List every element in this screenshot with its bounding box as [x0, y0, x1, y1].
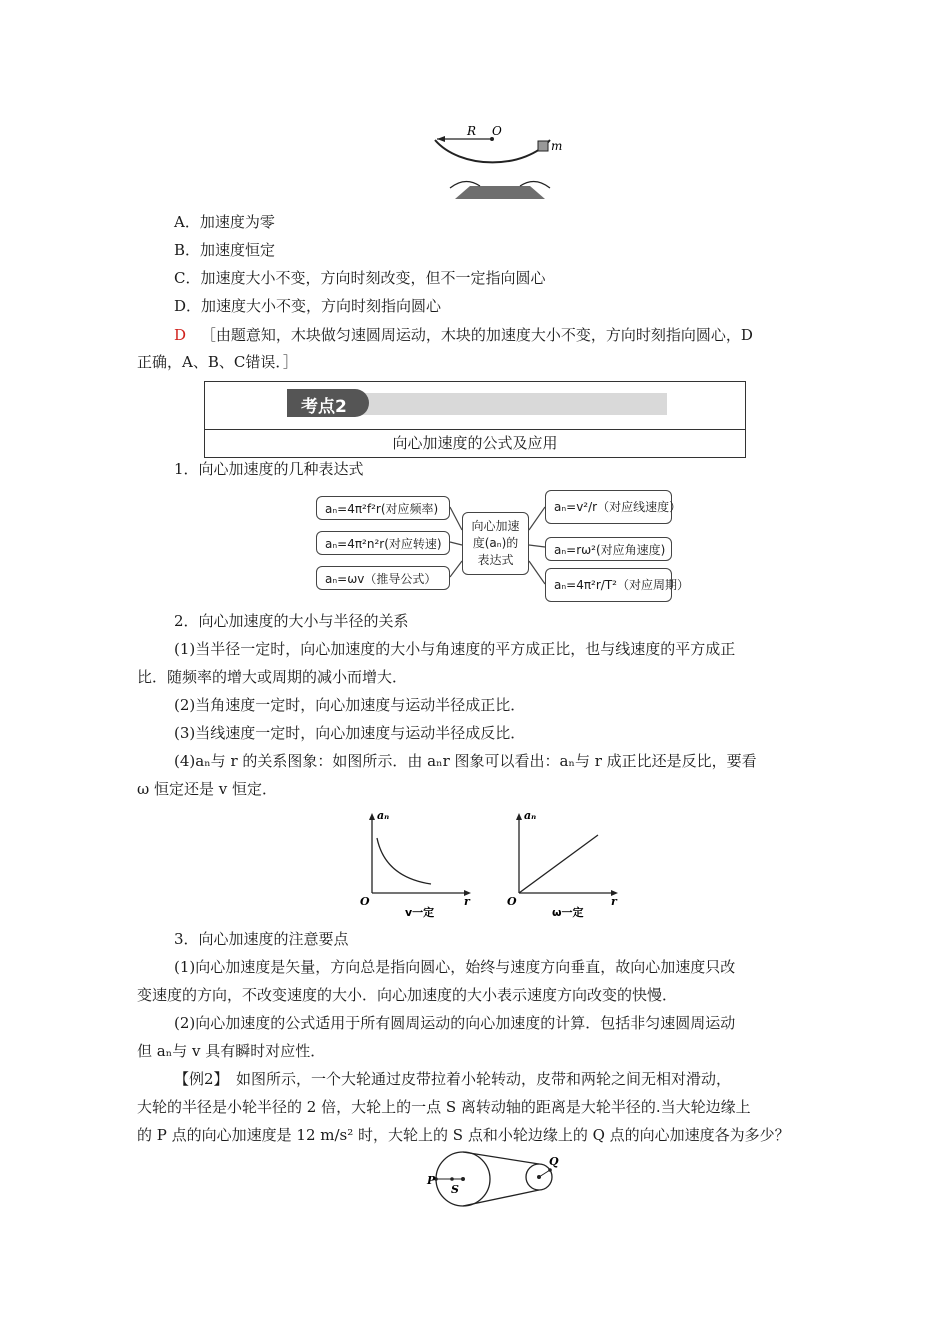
- formula-period: aₙ=4π²r/T²（对应周期）: [545, 568, 672, 602]
- section2-p1-line1: (1)当半径一定时，向心加速度的大小与角速度的平方成正比，也与线速度的平方成正: [174, 640, 736, 658]
- graph-left-origin: O: [360, 895, 370, 908]
- example-line2: 大轮的半径是小轮半径的 2 倍，大轮上的一点 S 离转动轴的距离是大轮半径的.当大轮边缘上: [137, 1098, 751, 1116]
- pulley-label-p: P: [427, 1174, 436, 1187]
- answer-letter: D: [174, 326, 187, 344]
- section2-p3: (3)当线速度一定时，向心加速度与运动半径成反比．: [174, 724, 526, 742]
- formula-angular-velocity: aₙ=rω²(对应角速度): [545, 537, 672, 561]
- section2-p4-line1: (4)aₙ与 r 的关系图象：如图所示．由 aₙr 图象可以看出：aₙ与 r 成正比还是反比，要看: [174, 752, 757, 770]
- answer-text-1: ［由题意知，木块做匀速圆周运动，木块的加速度大小不变，方向时刻指向圆心，D: [200, 326, 753, 344]
- section3-heading: 3．向心加速度的注意要点: [174, 930, 349, 948]
- graph-omega-constant: [502, 805, 627, 925]
- section3-p2-line1: (2)向心加速度的公式适用于所有圆周运动的向心加速度的计算．包括非匀速圆周运动: [174, 1014, 736, 1032]
- graph-right-xlabel: r: [611, 895, 617, 908]
- graph-right-caption: ω一定: [552, 906, 584, 919]
- graph-left-caption: v一定: [405, 906, 435, 919]
- pulley-figure: [425, 1148, 565, 1210]
- section2-p1-line2: 比．随频率的增大或周期的减小而增大．: [137, 668, 408, 686]
- graph-v-constant: [355, 805, 480, 925]
- option-c: C．加速度大小不变，方向时刻改变，但不一定指向圆心: [174, 269, 546, 287]
- topic-title: 向心加速度的公式及应用: [392, 434, 558, 452]
- pulley-label-s: S: [451, 1183, 459, 1196]
- section1-heading: 1．向心加速度的几种表达式: [174, 460, 364, 478]
- section2-p4-line2: ω 恒定还是 v 恒定．: [137, 780, 278, 798]
- topic-box: [204, 381, 746, 458]
- formula-center: 向心加速 度(aₙ)的 表达式: [462, 512, 529, 575]
- formula-frequency: aₙ=4π²f²r(对应频率): [316, 496, 450, 520]
- option-b: B．加速度恒定: [174, 241, 276, 259]
- section3-p1-line1: (1)向心加速度是矢量，方向总是指向圆心，始终与速度方向垂直，故向心加速度只改: [174, 958, 736, 976]
- option-a: A．加速度为零: [174, 213, 275, 231]
- answer-line-1: [174, 325, 753, 345]
- formula-rotation-speed: aₙ=4π²n²r(对应转速): [316, 531, 450, 555]
- section2-heading: 2．向心加速度的大小与半径的关系: [174, 612, 409, 630]
- bowl-label-o: O: [492, 124, 502, 138]
- graph-left-xlabel: r: [464, 895, 470, 908]
- example-line3: 的 P 点的向心加速度是 12 m/s² 时，大轮上的 S 点和小轮边缘上的 Q 点的向心加速度各为多少？: [137, 1126, 790, 1144]
- pulley-label-q: Q: [549, 1155, 559, 1168]
- graph-left-ylabel: aₙ: [377, 809, 390, 822]
- section2-p2: (2)当角速度一定时，向心加速度与运动半径成正比．: [174, 696, 526, 714]
- answer-line-2: 正确，A、B、C错误．］: [137, 353, 298, 371]
- bowl-figure: [425, 122, 575, 202]
- formula-linear-velocity: aₙ=v²/r（对应线速度）: [545, 490, 672, 524]
- bowl-label-m: m: [551, 139, 563, 153]
- graph-right-ylabel: aₙ: [524, 809, 537, 822]
- graph-right-origin: O: [507, 895, 517, 908]
- option-d: D．加速度大小不变，方向时刻指向圆心: [174, 297, 442, 315]
- section3-p2-line2: 但 aₙ与 v 具有瞬时对应性．: [137, 1042, 326, 1060]
- example-line1: 【例2】 如图所示，一个大轮通过皮带拉着小轮转动，皮带和两轮之间无相对滑动，: [174, 1070, 732, 1088]
- topic-tag: 考点2: [287, 389, 369, 417]
- bowl-label-r: R: [467, 124, 477, 138]
- section3-p1-line2: 变速度的方向，不改变速度的大小．向心加速度的大小表示速度方向改变的快慢．: [137, 986, 678, 1004]
- formula-derived: aₙ=ωv（推导公式）: [316, 566, 450, 590]
